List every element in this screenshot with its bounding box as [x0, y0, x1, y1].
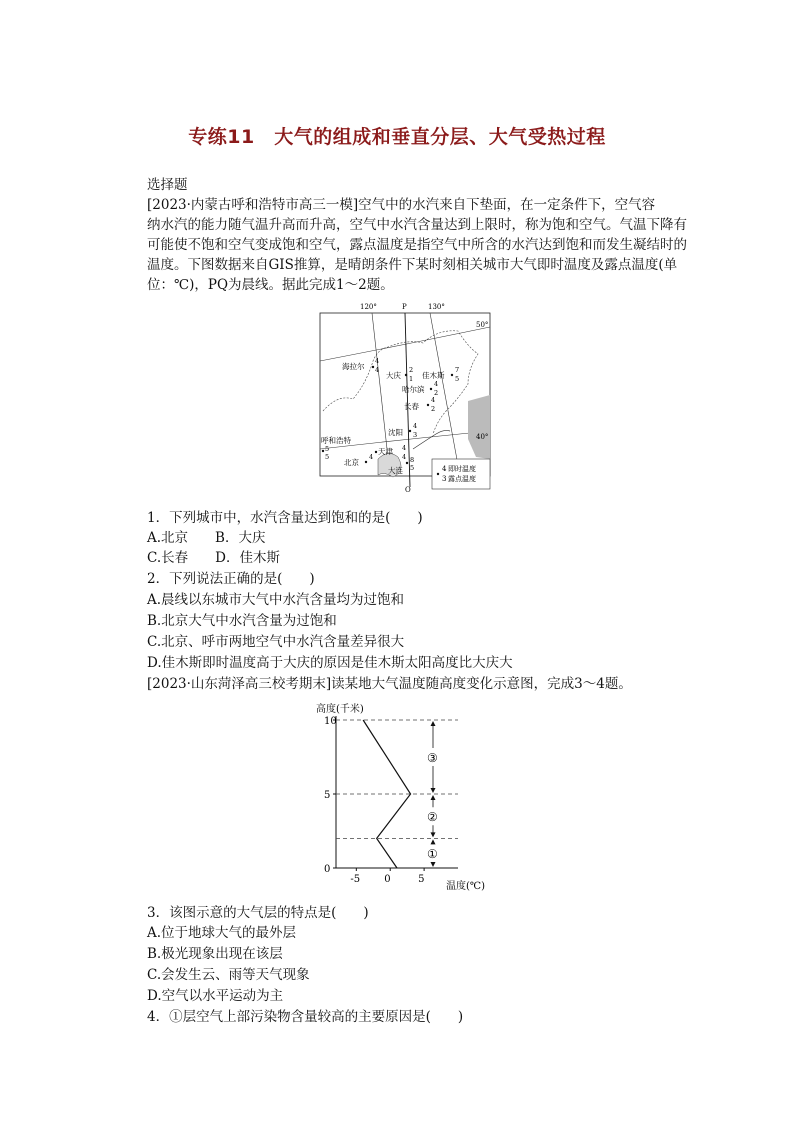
arrow-head	[431, 721, 436, 726]
question-3-option: B.极光现象出现在该层	[147, 946, 283, 962]
svg-text:大庆: 大庆	[386, 371, 401, 380]
question-1-stem: 1．下列城市中，水汽含量达到饱和的是( )	[147, 510, 423, 526]
intro-line: 可能使不饱和空气变成饱和空气，露点温度是指空气中所含的水汽达到饱和而发生凝结时的	[147, 237, 687, 253]
question-2-option: D.佳木斯即时温度高于大庆的原因是佳木斯太阳高度比大庆大	[147, 655, 513, 671]
svg-text:4: 4	[402, 453, 407, 461]
temperature-height-chart	[308, 698, 498, 894]
question-2-option: B.北京大气中水汽含量为过饱和	[147, 613, 337, 629]
x-tick-label: 0	[384, 874, 391, 885]
svg-text:2: 2	[434, 389, 439, 397]
svg-text:佳木斯: 佳木斯	[422, 371, 445, 380]
svg-text:5: 5	[455, 375, 460, 383]
question-4-stem: 4．①层空气上部污染物含量较高的主要原因是( )	[147, 1009, 464, 1025]
svg-text:4: 4	[402, 444, 407, 452]
q-label: Q	[405, 486, 411, 492]
svg-text:海拉尔: 海拉尔	[342, 362, 365, 371]
svg-text:哈尔滨: 哈尔滨	[402, 385, 425, 394]
arrow-head	[431, 862, 436, 867]
x-axis-label: 温度(℃)	[446, 881, 485, 892]
svg-text:5: 5	[410, 464, 415, 472]
arrow-head	[431, 839, 436, 844]
svg-text:8: 8	[410, 456, 415, 464]
svg-text:大连: 大连	[388, 466, 403, 475]
intro-line: 温度。下图数据来自GIS推算，是晴朗条件下某时刻相关城市大气即时温度及露点温度(单	[147, 257, 678, 273]
question-3-stem: 3．该图示意的大气层的特点是( )	[147, 905, 369, 921]
intro-line: 纳水汽的能力随气温升高而升高，空气中水汽含量达到上限时，称为饱和空气。气温下降有	[147, 217, 687, 233]
x-tick-label: 5	[418, 874, 425, 885]
question-3-option: A.位于地球大气的最外层	[147, 925, 297, 941]
svg-text:4: 4	[413, 422, 418, 430]
intro-line: 位：℃)，PQ为晨线。据此完成1～2题。	[147, 277, 394, 293]
layer-marker: ①	[427, 847, 438, 862]
legend-temp-value: 4	[442, 465, 447, 473]
lon-label: P	[402, 303, 407, 311]
question-1-option: C.长春 D．佳木斯	[147, 550, 280, 566]
intro-2: [2023·山东菏泽高三校考期末]读某地大气温度随高度变化示意图，完成3～4题。	[147, 676, 632, 692]
svg-text:天津: 天津	[378, 447, 393, 456]
svg-text:3: 3	[413, 431, 418, 439]
svg-text:1: 1	[409, 375, 414, 383]
svg-text:4: 4	[375, 366, 380, 374]
svg-text:2: 2	[409, 366, 414, 374]
section-heading: 选择题	[147, 177, 188, 193]
svg-text:长春: 长春	[404, 402, 419, 411]
question-2-option: C.北京、呼市两地空气中水汽含量差异很大	[147, 634, 405, 650]
y-tick-label: 5	[324, 790, 331, 801]
legend-dew-label: 露点温度	[448, 475, 476, 483]
question-2-stem: 2．下列说法正确的是( )	[147, 571, 315, 587]
intro-line: [2023·内蒙古呼和浩特市高三一模]空气中的水汽来自下垫面，在一定条件下，空气容	[147, 197, 656, 213]
svg-text:5: 5	[325, 445, 330, 453]
lon-label: 120°	[360, 303, 377, 311]
svg-text:北京: 北京	[344, 458, 359, 467]
layer-marker: ③	[427, 751, 438, 765]
y-tick-label: 0	[324, 864, 331, 875]
svg-text:4: 4	[375, 357, 380, 365]
arrow-head	[431, 788, 436, 793]
page-title: 专练11 大气的组成和垂直分层、大气受热过程	[188, 126, 606, 148]
svg-text:沈阳: 沈阳	[388, 428, 403, 437]
x-tick-label: -5	[350, 874, 361, 885]
question-1-option: A.北京 B．大庆	[147, 530, 266, 546]
legend-temp-label: 即时温度	[448, 465, 476, 473]
svg-text:2: 2	[431, 405, 436, 413]
arrow-head	[431, 832, 436, 837]
arrow-head	[431, 795, 436, 800]
question-3-option: D.空气以水平运动为主	[147, 988, 284, 1004]
city-temperature-map	[318, 299, 493, 492]
legend-dew-value: 3	[442, 475, 447, 483]
y-axis-label: 高度(千米)	[316, 704, 364, 715]
y-tick-label: 10	[324, 716, 337, 727]
svg-text:呼和浩特: 呼和浩特	[321, 436, 351, 445]
svg-text:5: 5	[325, 453, 330, 461]
question-3-option: C.会发生云、雨等天气现象	[147, 967, 310, 983]
lon-label: 130°	[428, 303, 445, 311]
svg-text:4: 4	[369, 453, 374, 461]
lat-label: 50°	[476, 321, 489, 329]
svg-text:7: 7	[455, 366, 460, 374]
svg-text:4: 4	[431, 396, 436, 404]
layer-marker: ②	[427, 810, 438, 825]
lat-label: 40°	[476, 433, 489, 441]
svg-text:4: 4	[434, 380, 439, 388]
question-2-option: A.晨线以东城市大气中水汽含量均为过饱和	[147, 592, 405, 608]
